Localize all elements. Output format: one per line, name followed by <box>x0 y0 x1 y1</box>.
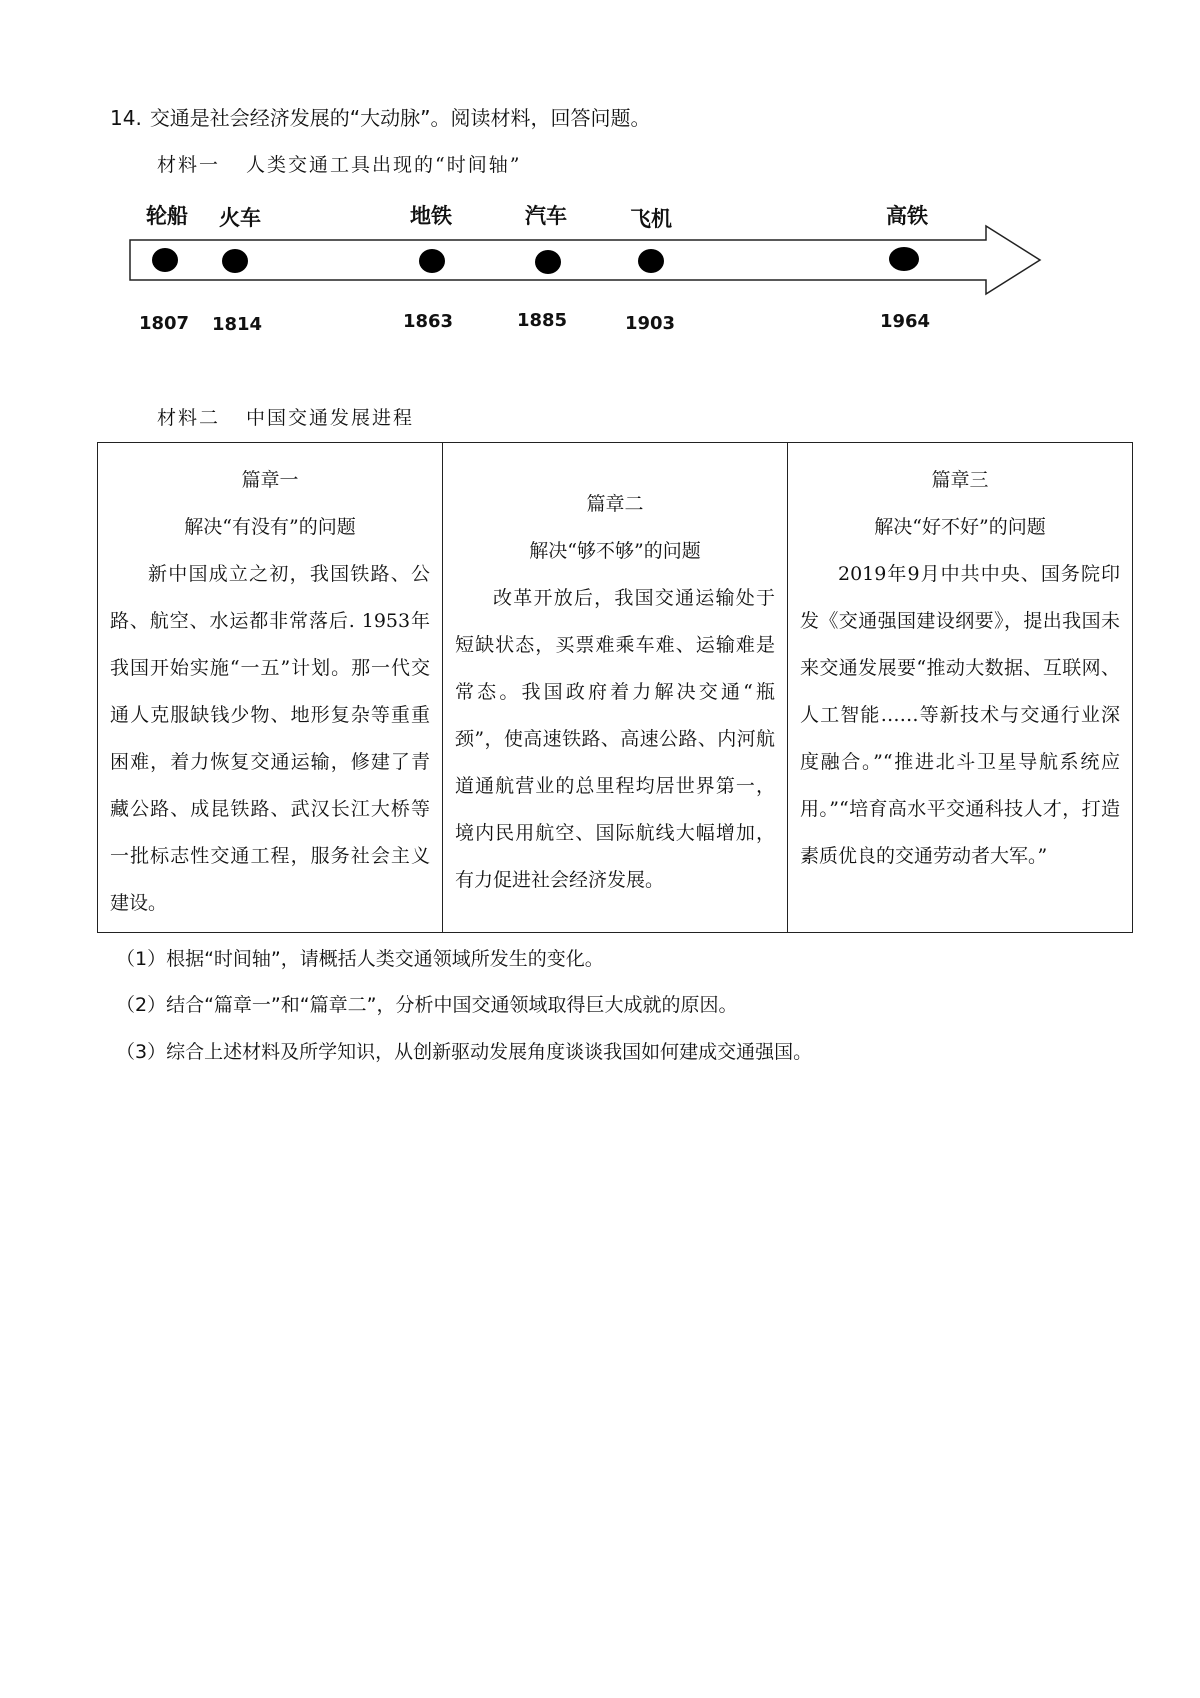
material1-label: 材料一 <box>157 154 221 176</box>
chapter-cell-2 <box>443 443 788 933</box>
timeline <box>0 190 1200 340</box>
event-name-2: 火车 <box>219 205 261 230</box>
question-number: 14. <box>110 106 142 130</box>
chapter-body: 新中国成立之初，我国铁路、公路、航空、水运都非常落后. 1953年我国开始实施“一五”计划。那一代交通人克服缺钱少物、地形复杂等重重困难，着力恢复交通运输，修建了青藏公路、成昆铁路、武汉长江大桥等一批标志性交通工程，服务社会主义建设。 <box>110 563 430 914</box>
chapter-subtitle: 解决“有没有”的问题 <box>184 516 356 538</box>
material2-label: 材料二 <box>157 407 221 429</box>
event-year-4: 1885 <box>516 310 568 331</box>
chapter-cell-3 <box>788 443 1133 933</box>
event-name-1: 轮船 <box>146 203 188 228</box>
timeline-dot-4 <box>535 250 561 274</box>
event-year-2: 1814 <box>211 314 263 335</box>
chapter-body: 2019年9月中共中央、国务院印发《交通强国建设纲要》，提出我国未来交通发展要“推动大数据、互联网、人工智能……等新技术与交通行业深度融合。”“推进北斗卫星导航系统应用。”“培育高水平交通科技人才，打造素质优良的交通劳动者大军。” <box>800 563 1120 867</box>
event-year-3: 1863 <box>402 311 454 332</box>
chapter-title: 篇章二 <box>586 493 644 515</box>
chapter-title: 篇章一 <box>241 469 299 491</box>
material1-heading <box>157 150 521 177</box>
sub-question-2: （2）结合“篇章一”和“篇章二”，分析中国交通领域取得巨大成就的原因。 <box>116 994 738 1016</box>
event-year-6: 1964 <box>879 311 931 332</box>
event-name-4: 汽车 <box>525 203 567 228</box>
chapter-title: 篇章三 <box>931 469 989 491</box>
timeline-dot-5 <box>638 249 664 273</box>
question-text: 交通是社会经济发展的“大动脉”。阅读材料，回答问题。 <box>149 106 651 130</box>
event-year-1: 1807 <box>138 313 190 334</box>
sub-question-1: （1）根据“时间轴”，请概括人类交通领域所发生的变化。 <box>116 948 604 970</box>
chapter-subtitle: 解决“好不好”的问题 <box>874 516 1046 538</box>
timeline-dot-2 <box>222 249 248 273</box>
event-name-5: 飞机 <box>630 206 672 231</box>
chapters-table <box>97 442 1133 933</box>
event-name-3: 地铁 <box>410 203 452 228</box>
material2-heading <box>157 403 414 430</box>
chapter-subtitle: 解决“够不够”的问题 <box>529 540 701 562</box>
chapter-cell-1 <box>98 443 443 933</box>
timeline-dot-6 <box>889 247 919 271</box>
event-year-5: 1903 <box>624 313 676 334</box>
sub-question-3: （3）综合上述材料及所学知识，从创新驱动发展角度谈谈我国如何建成交通强国。 <box>116 1041 813 1063</box>
material1-title: 人类交通工具出现的“时间轴” <box>246 154 522 176</box>
question-stem <box>110 102 651 131</box>
timeline-dot-1 <box>152 248 178 272</box>
event-name-6: 高铁 <box>886 203 928 228</box>
material2-title: 中国交通发展进程 <box>246 407 415 429</box>
timeline-dot-3 <box>419 249 445 273</box>
chapter-body: 改革开放后，我国交通运输处于短缺状态，买票难乘车难、运输难是常态。我国政府着力解决交通“瓶颈”，使高速铁路、高速公路、内河航道通航营业的总里程均居世界第一，境内民用航空、国际航线大幅增加，有力促进社会经济发展。 <box>455 587 775 891</box>
